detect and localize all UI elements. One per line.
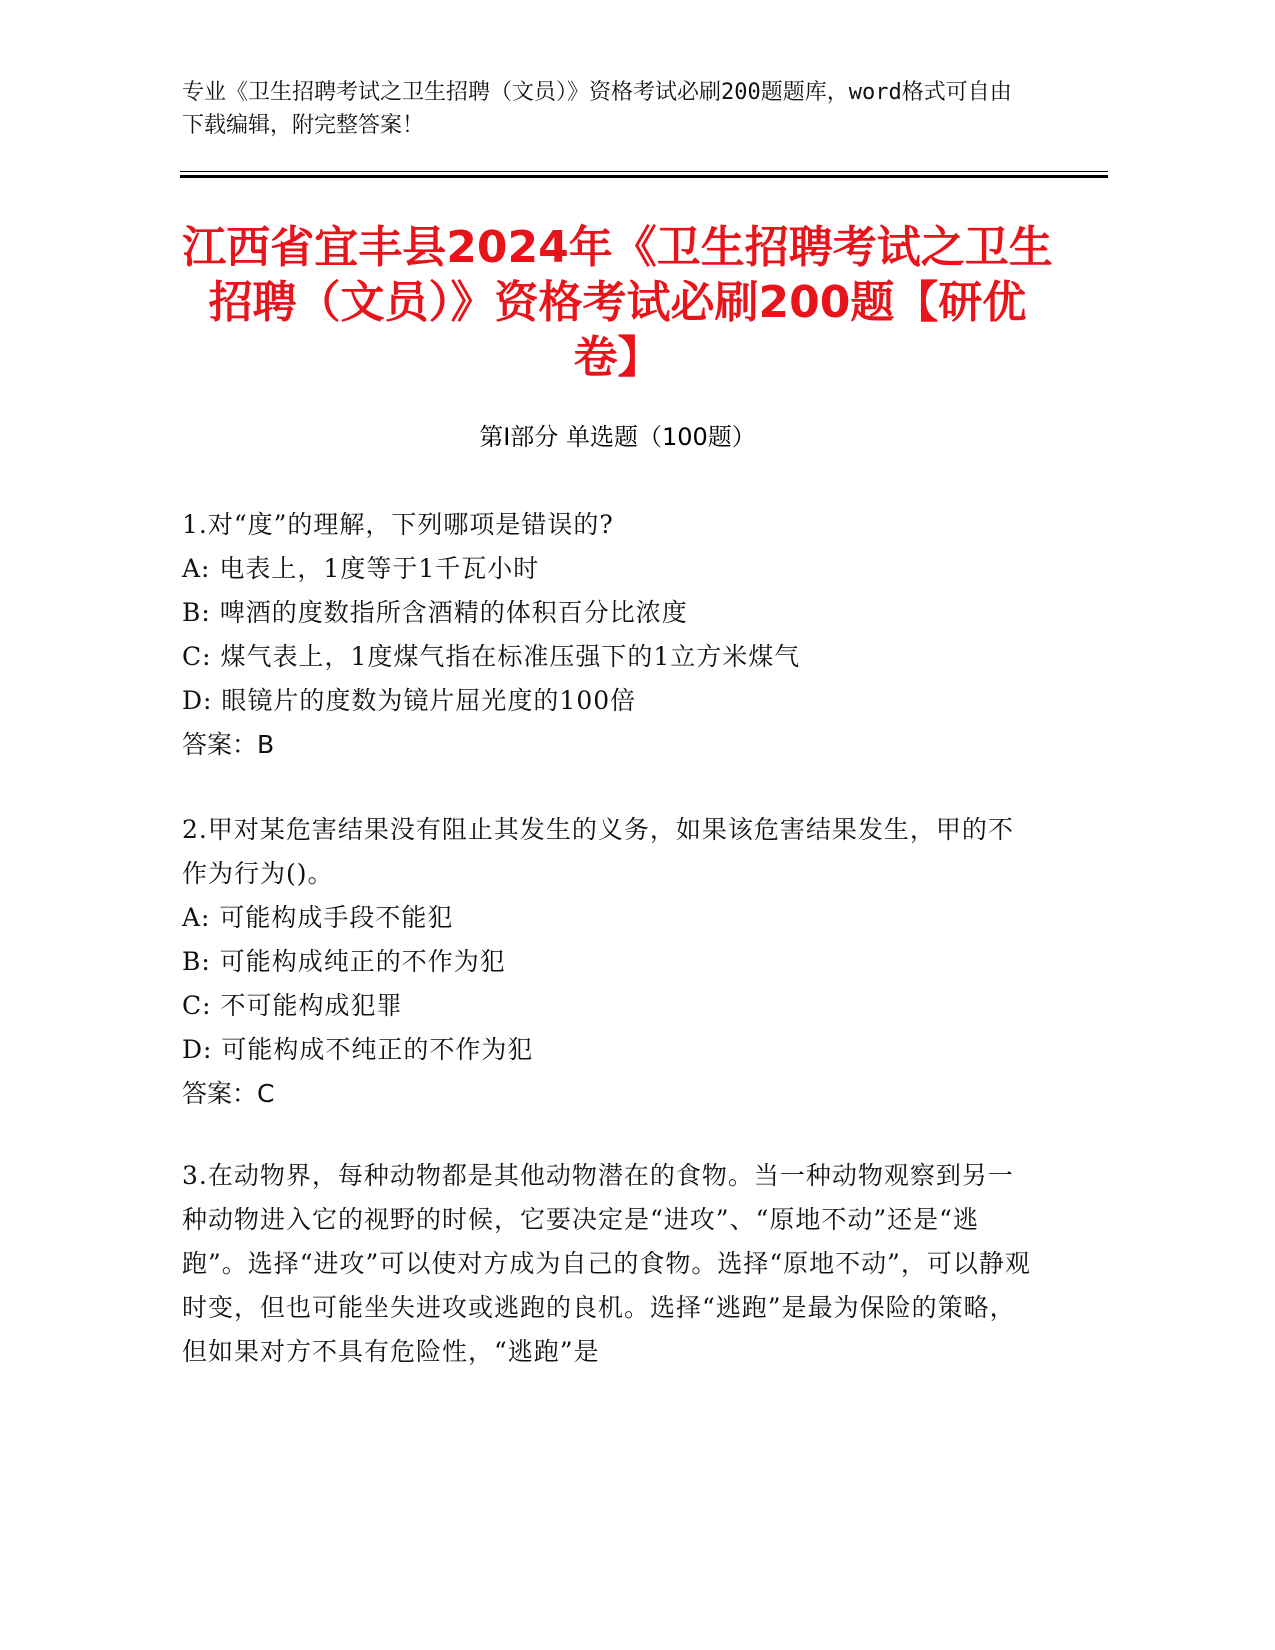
section-title: 第Ⅰ部分 单选题（100题）: [479, 423, 756, 451]
option-a: A: 可能构成手段不能犯: [182, 903, 454, 932]
answer: 答案：B: [182, 730, 275, 759]
option-c: C: 不可能构成犯罪: [182, 991, 403, 1020]
header-rule-thin: [180, 171, 1108, 172]
document-title: 江西省宜丰县2024年《卫生招聘考试之卫生招聘（文员）》资格考试必刷200题【研优卷】: [182, 222, 1053, 383]
question-stem: 3.在动物界，每种动物都是其他动物潜在的食物。当一种动物观察到另一种动物进入它的视野的时候，它要决定是“进攻”、“原地不动”还是“逃跑”。选择“进攻”可以使对方成为自己的食物。选择“原地不动”，可以静观时变，但也可能坐失进攻或逃跑的良机。选择“逃跑”是最为保险的策略，但如果对方不具有危险性，“逃跑”是: [182, 1161, 1031, 1366]
option-a: A: 电表上，1度等于1千瓦小时: [182, 554, 540, 583]
question-stem: 2.甲对某危害结果没有阻止其发生的义务，如果该危害结果发生，甲的不作为行为()。: [182, 815, 1014, 888]
question-1: [182, 503, 1032, 767]
header-note: 专业《卫生招聘考试之卫生招聘（文员）》资格考试必刷200题题库，word格式可自由下载编辑，附完整答案！: [182, 80, 1012, 138]
option-d: D: 眼镜片的度数为镜片屈光度的100倍: [182, 686, 637, 715]
header-rule-thick: [180, 175, 1108, 178]
option-b: B: 可能构成纯正的不作为犯: [182, 947, 506, 976]
question-stem: 1.对“度”的理解，下列哪项是错误的?: [182, 510, 614, 539]
answer: 答案：C: [182, 1079, 275, 1108]
question-3: [182, 1154, 1032, 1374]
question-2: [182, 808, 1032, 1116]
option-c: C: 煤气表上，1度煤气指在标准压强下的1立方米煤气: [182, 642, 801, 671]
option-d: D: 可能构成不纯正的不作为犯: [182, 1035, 534, 1064]
option-b: B: 啤酒的度数指所含酒精的体积百分比浓度: [182, 598, 688, 627]
